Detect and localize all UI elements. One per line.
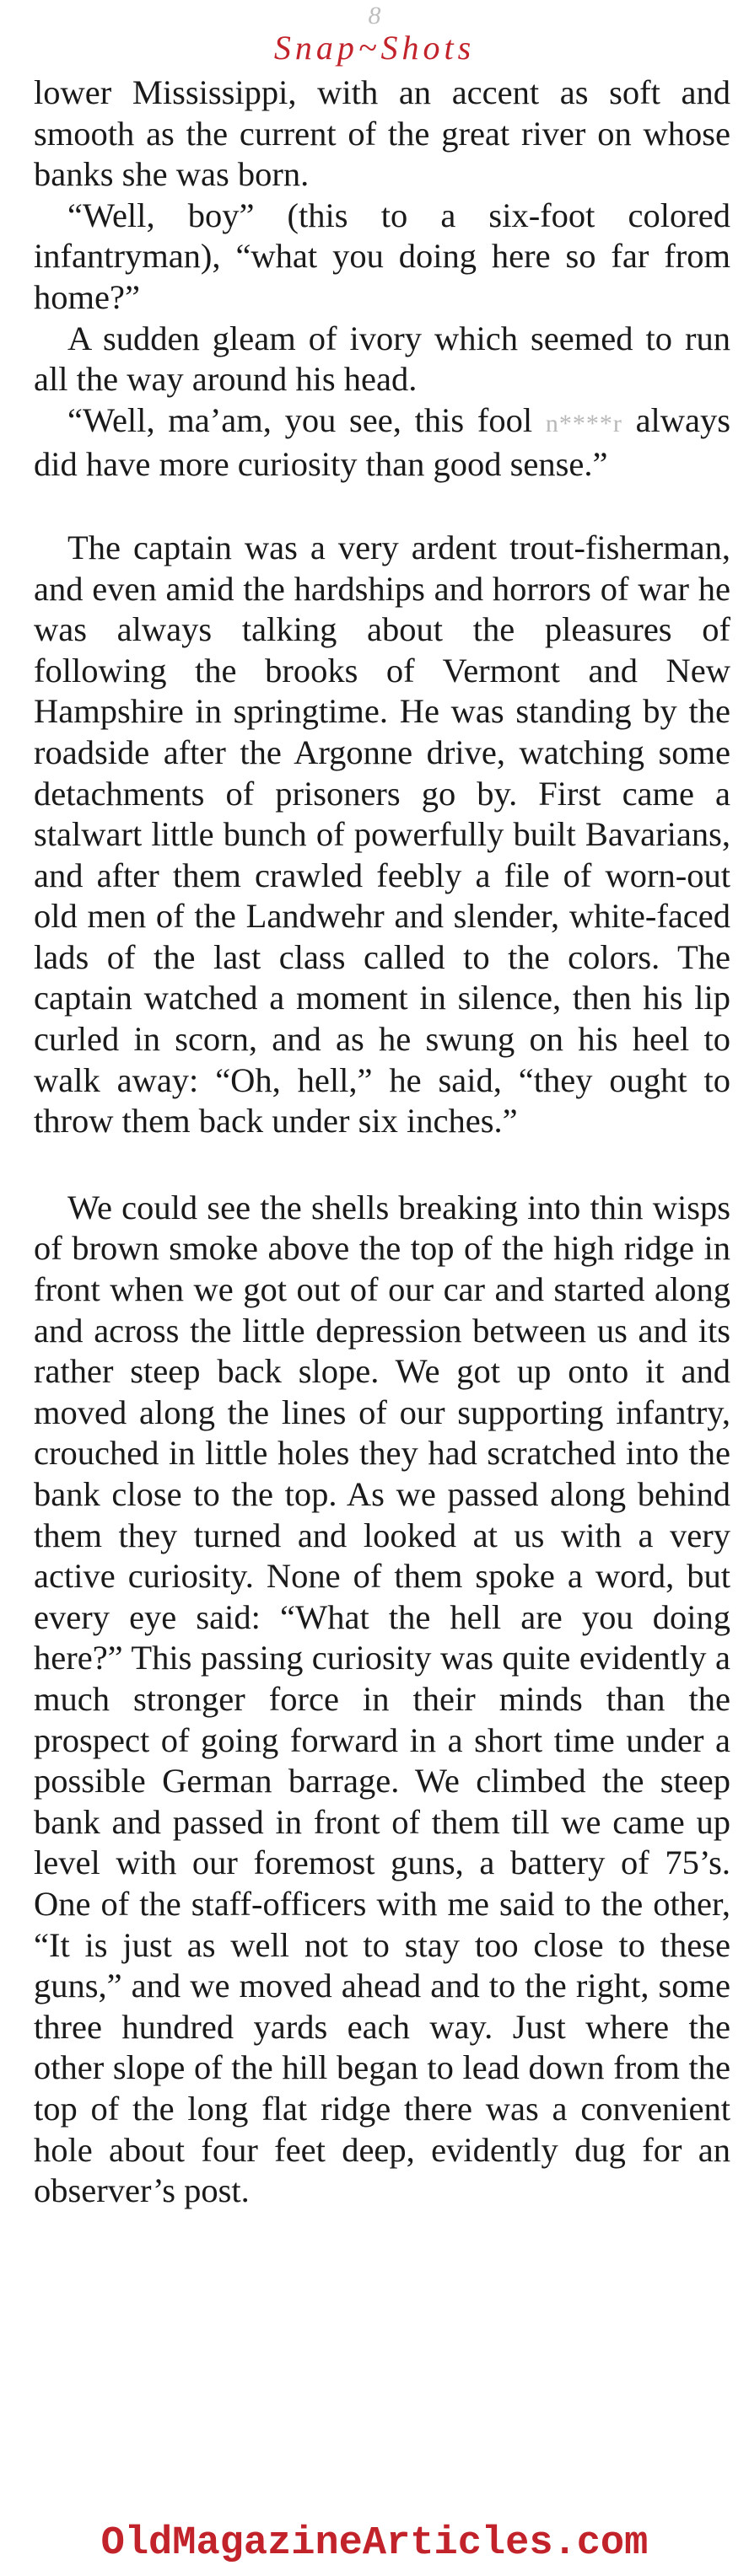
censored-word: n****r	[545, 409, 622, 437]
section2-paragraph-1: The captain was a very ardent trout-fisherman, and even amid the hardships and horrors of war he was always talking about the pleasures of following the brooks of Vermont and New Hampshire in springtime. He was standing by the roadside after the Argonne drive, watching some detachments of prisoners go by. First came a stalwart little bunch of powerfully built Bavarians, and after them crawled feebly a file of worn-out old men of the Landwehr and slender, white-faced lads of the last class called to the colors. The captain watched a moment in silence, then his lip curled in scorn, and as he swung on his heel to walk away: “Oh, hell,” he said, “they ought to throw them back under six inches.”	[34, 528, 730, 1140]
article-body	[34, 72, 730, 2212]
page-number: 8	[368, 2, 381, 30]
section-divider-space	[34, 1142, 730, 1188]
section-divider-space	[34, 486, 730, 528]
section1-paragraph-3: A sudden gleam of ivory which seemed to run all the way around his head.	[34, 319, 730, 399]
section1-paragraph-2: “Well, boy” (this to a six-foot colored infantryman), “what you doing here so far from home?”	[34, 196, 730, 316]
site-footer-watermark: OldMagazineArticles.com	[100, 2521, 649, 2566]
section3-paragraph-1: We could see the shells breaking into thin wisps of brown smoke above the top of the high ridge in front when we got out of our car and started along and across the little depression between us and its rather steep back slope. We got up onto it and moved along the lines of our supporting infantry, crouched in little holes they had scratched into the bank close to the top. As we passed along behind them they turned and looked at us with a very active curiosity. None of them spoke a word, but every eye said: “What the hell are you doing here?” This passing curiosity was quite evidently a much stronger force in their minds than the prospect of going forward in a short time under a possible German barrage. We climbed the steep bank and passed in front of them till we came up level with our foremost guns, a battery of 75’s. One of the staff-officers with me said to the other, “It is just as well not to stay too close to these guns,” and we moved ahead and to the right, some three hundred yards each way. Just where the other slope of the hill began to lead down from the top of the long flat ridge there was a convenient hole about four feet deep, evidently dug for an observer’s post.	[34, 1188, 730, 2210]
section1-paragraph-1: lower Mississippi, with an accent as soft and smooth as the current of the great river on whose banks she was born.	[34, 73, 730, 194]
section1-paragraph-4	[34, 400, 730, 486]
section1-paragraph-4-start: “Well, ma’am, you see, this fool	[67, 400, 533, 439]
running-head-title: Snap~Shots	[273, 29, 476, 67]
section1-paragraph-4-end: always did have more curiosity than good sense.”	[34, 400, 731, 484]
